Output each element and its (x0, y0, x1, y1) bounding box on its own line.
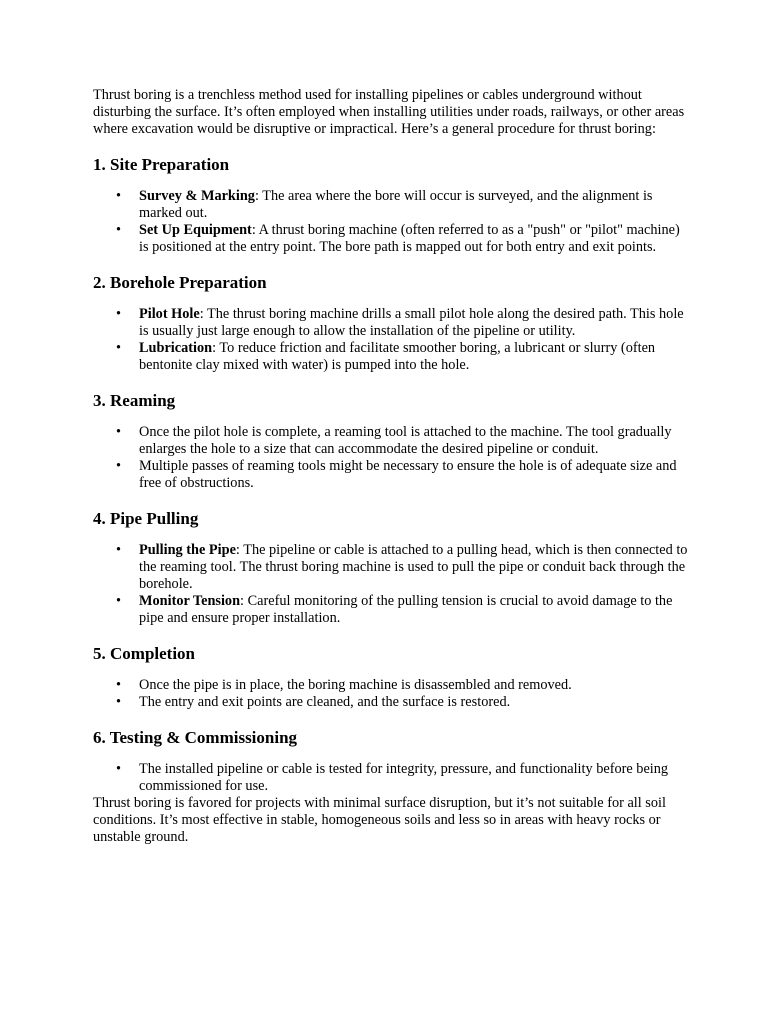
item-text: The installed pipeline or cable is tested for integrity, pressure, and functionality before being commissioned for use. (139, 761, 669, 794)
bullet-list (93, 677, 688, 711)
section-completion (93, 644, 688, 711)
item-text: : Careful monitoring of the pulling tension is crucial to avoid damage to the pipe and ensure proper installation. (139, 593, 673, 626)
bullet-list (93, 188, 688, 256)
list-item (139, 761, 688, 795)
item-text: : The pipeline or cable is attached to a pulling head, which is then connected to the reaming tool. The thrust boring machine is used to pull the pipe or conduit back through the borehole. (139, 542, 688, 592)
section-heading: 3. Reaming (93, 391, 176, 410)
list-item (139, 340, 688, 374)
bullet-list (93, 306, 688, 374)
item-text: Once the pipe is in place, the boring machine is disassembled and removed. (139, 677, 572, 693)
section-heading: 6. Testing & Commissioning (93, 728, 298, 747)
section-reaming (93, 391, 688, 492)
item-text: : The thrust boring machine drills a small pilot hole along the desired path. This hole is usually just large enough to allow the installation of the pipeline or utility. (139, 306, 684, 339)
section-heading: 4. Pipe Pulling (93, 509, 199, 528)
item-text: Multiple passes of reaming tools might be necessary to ensure the hole is of adequate size and free of obstructions. (139, 458, 677, 491)
list-item (139, 593, 688, 627)
section-heading: 5. Completion (93, 644, 195, 663)
list-item (139, 542, 688, 593)
item-term: Lubrication (139, 340, 213, 356)
section-heading: 2. Borehole Preparation (93, 273, 267, 292)
item-text: : To reduce friction and facilitate smoother boring, a lubricant or slurry (often bentonite clay mixed with water) is pumped into the hole. (139, 340, 656, 373)
list-item (139, 188, 688, 222)
item-term: Pulling the Pipe (139, 542, 236, 558)
list-item (139, 677, 688, 694)
section-site-preparation (93, 155, 688, 256)
bullet-list (93, 761, 688, 795)
item-term: Set Up Equipment (139, 222, 252, 238)
item-text: : A thrust boring machine (often referred to as a "push" or "pilot" machine) is positioned at the entry point. The bore path is mapped out for both entry and exit points. (139, 222, 680, 255)
item-text: Once the pilot hole is complete, a reaming tool is attached to the machine. The tool gradually enlarges the hole to a size that can accommodate the desired pipeline or conduit. (139, 424, 672, 457)
item-text: : The area where the bore will occur is surveyed, and the alignment is marked out. (139, 188, 653, 221)
bullet-list (93, 424, 688, 492)
item-term: Survey & Marking (139, 188, 255, 204)
bullet-list (93, 542, 688, 627)
section-borehole-preparation (93, 273, 688, 374)
section-pipe-pulling (93, 509, 688, 627)
list-item (139, 222, 688, 256)
list-item (139, 458, 688, 492)
closing-paragraph: Thrust boring is favored for projects with minimal surface disruption, but it’s not suitable for all soil conditions. It’s most effective in stable, homogeneous soils and less so in areas with heavy rocks or unstable ground. (93, 795, 666, 845)
item-term: Monitor Tension (139, 593, 241, 609)
item-text: The entry and exit points are cleaned, and the surface is restored. (139, 694, 511, 710)
intro-paragraph: Thrust boring is a trenchless method used for installing pipelines or cables underground without disturbing the surface. It’s often employed when installing utilities under roads, railways, or other areas where excavation would be disruptive or impractical. Here’s a general procedure for thrust boring: (93, 87, 685, 137)
list-item (139, 424, 688, 458)
item-term: Pilot Hole (139, 306, 200, 322)
list-item (139, 306, 688, 340)
section-testing-commissioning (93, 728, 688, 795)
list-item (139, 694, 688, 711)
section-heading: 1. Site Preparation (93, 155, 230, 174)
